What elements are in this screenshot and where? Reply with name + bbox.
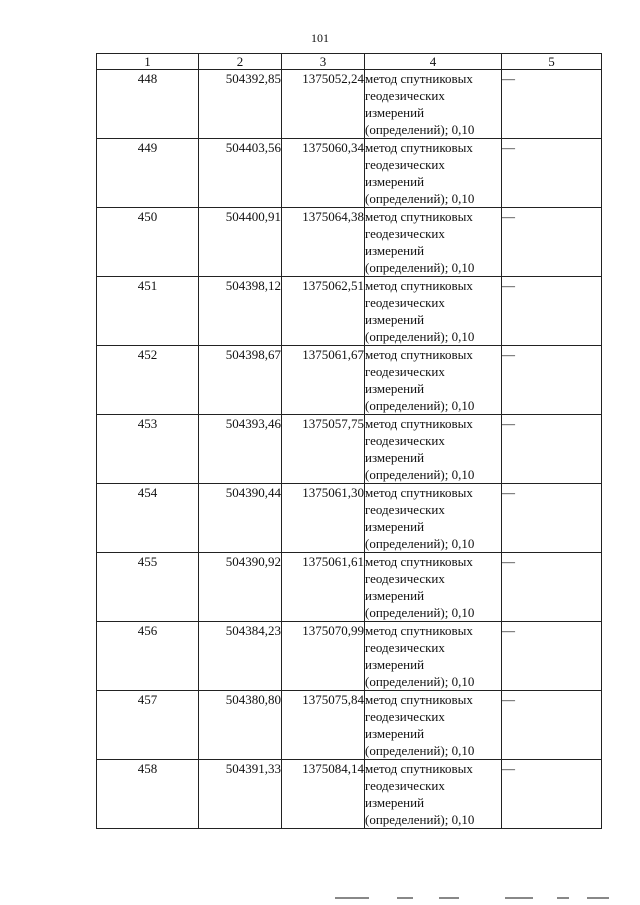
y-coordinate-cell: 1375070,99	[282, 622, 365, 691]
column-header: 4	[365, 54, 502, 70]
table-row	[97, 277, 602, 346]
x-coordinate-cell: 504392,85	[199, 70, 282, 139]
method-cell: метод спутниковых геодезических измерений (определений); 0,10	[365, 208, 502, 277]
method-cell: метод спутниковых геодезических измерений (определений); 0,10	[365, 415, 502, 484]
point-number-cell: 452	[97, 346, 199, 415]
note-cell: —	[502, 415, 602, 484]
x-coordinate-cell: 504398,12	[199, 277, 282, 346]
method-cell: метод спутниковых геодезических измерений (определений); 0,10	[365, 484, 502, 553]
method-cell: метод спутниковых геодезических измерений (определений); 0,10	[365, 622, 502, 691]
method-cell: метод спутниковых геодезических измерений (определений); 0,10	[365, 70, 502, 139]
point-number-cell: 457	[97, 691, 199, 760]
table-row	[97, 415, 602, 484]
scan-footer-marks	[335, 897, 635, 901]
x-coordinate-cell: 504390,92	[199, 553, 282, 622]
note-cell: —	[502, 760, 602, 829]
y-coordinate-cell: 1375057,75	[282, 415, 365, 484]
page-number: 101	[311, 31, 329, 45]
point-number-cell: 458	[97, 760, 199, 829]
point-number-cell: 448	[97, 70, 199, 139]
table-header-row	[97, 54, 602, 70]
y-coordinate-cell: 1375061,30	[282, 484, 365, 553]
table-row	[97, 346, 602, 415]
note-cell: —	[502, 277, 602, 346]
y-coordinate-cell: 1375062,51	[282, 277, 365, 346]
column-header: 5	[502, 54, 602, 70]
table-row	[97, 622, 602, 691]
note-cell: —	[502, 346, 602, 415]
note-cell: —	[502, 208, 602, 277]
method-cell: метод спутниковых геодезических измерений (определений); 0,10	[365, 553, 502, 622]
point-number-cell: 450	[97, 208, 199, 277]
x-coordinate-cell: 504380,80	[199, 691, 282, 760]
method-cell: метод спутниковых геодезических измерений (определений); 0,10	[365, 139, 502, 208]
table-row	[97, 553, 602, 622]
table-row	[97, 139, 602, 208]
table-body	[97, 70, 602, 829]
y-coordinate-cell: 1375064,38	[282, 208, 365, 277]
method-cell: метод спутниковых геодезических измерений (определений); 0,10	[365, 760, 502, 829]
y-coordinate-cell: 1375060,34	[282, 139, 365, 208]
y-coordinate-cell: 1375075,84	[282, 691, 365, 760]
y-coordinate-cell: 1375061,61	[282, 553, 365, 622]
x-coordinate-cell: 504393,46	[199, 415, 282, 484]
y-coordinate-cell: 1375084,14	[282, 760, 365, 829]
point-number-cell: 453	[97, 415, 199, 484]
x-coordinate-cell: 504403,56	[199, 139, 282, 208]
x-coordinate-cell: 504391,33	[199, 760, 282, 829]
column-header: 1	[97, 54, 199, 70]
point-number-cell: 455	[97, 553, 199, 622]
method-cell: метод спутниковых геодезических измерений (определений); 0,10	[365, 346, 502, 415]
note-cell: —	[502, 484, 602, 553]
note-cell: —	[502, 691, 602, 760]
point-number-cell: 456	[97, 622, 199, 691]
note-cell: —	[502, 139, 602, 208]
table-row	[97, 208, 602, 277]
column-header: 2	[199, 54, 282, 70]
y-coordinate-cell: 1375052,24	[282, 70, 365, 139]
point-number-cell: 451	[97, 277, 199, 346]
point-number-cell: 454	[97, 484, 199, 553]
note-cell: —	[502, 70, 602, 139]
note-cell: —	[502, 553, 602, 622]
note-cell: —	[502, 622, 602, 691]
table-row	[97, 691, 602, 760]
column-header: 3	[282, 54, 365, 70]
method-cell: метод спутниковых геодезических измерений (определений); 0,10	[365, 691, 502, 760]
point-number-cell: 449	[97, 139, 199, 208]
table-row	[97, 484, 602, 553]
x-coordinate-cell: 504384,23	[199, 622, 282, 691]
table-row	[97, 760, 602, 829]
x-coordinate-cell: 504398,67	[199, 346, 282, 415]
y-coordinate-cell: 1375061,67	[282, 346, 365, 415]
table-row	[97, 70, 602, 139]
x-coordinate-cell: 504390,44	[199, 484, 282, 553]
x-coordinate-cell: 504400,91	[199, 208, 282, 277]
coordinates-table	[96, 53, 602, 829]
method-cell: метод спутниковых геодезических измерений (определений); 0,10	[365, 277, 502, 346]
